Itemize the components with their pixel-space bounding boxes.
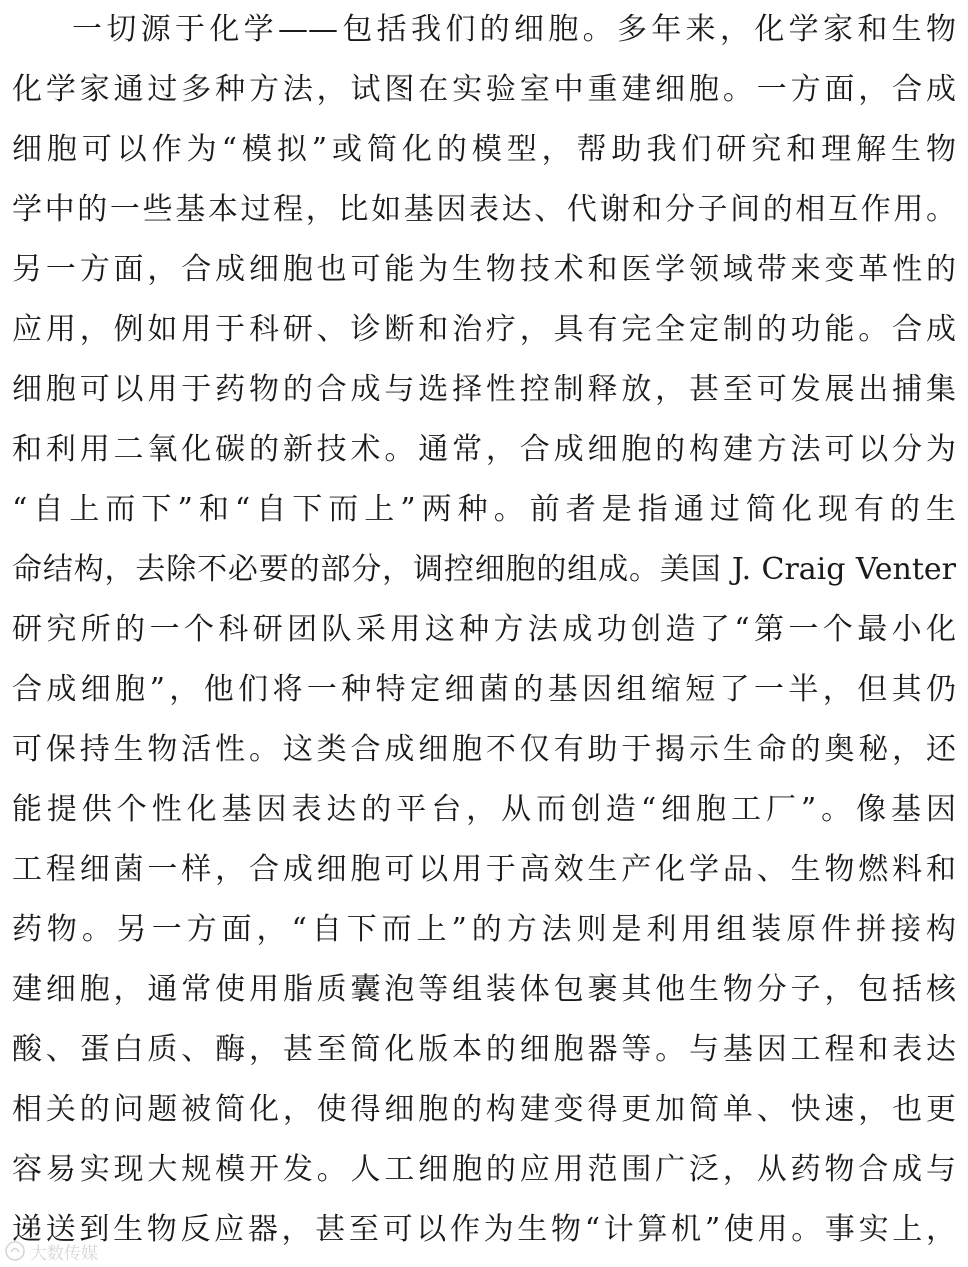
text-line: 容易实现大规模开发。人工细胞的应用范围广泛，从药物合成与	[12, 1152, 956, 1187]
text-line: 合成细胞”，他们将一种特定细菌的基因组缩短了一半，但其仍	[12, 672, 956, 707]
text-line: “自上而下”和“自下而上”两种。前者是指通过简化现有的生	[12, 492, 956, 527]
watermark	[4, 1238, 98, 1264]
text-line: 工程细菌一样，合成细胞可以用于高效生产化学品、生物燃料和	[12, 852, 956, 887]
text-line: 应用，例如用于科研、诊断和治疗，具有完全定制的功能。合成	[12, 312, 956, 347]
text-line: 建细胞，通常使用脂质囊泡等组装体包裹其他生物分子，包括核	[12, 972, 956, 1007]
watermark-logo-icon	[4, 1240, 26, 1262]
text-line: 命结构，去除不必要的部分，调控细胞的组成。美国 J. Craig Venter	[12, 552, 956, 587]
text-line: 细胞可以用于药物的合成与选择性控制释放，甚至可发展出捕集	[12, 372, 956, 407]
text-line: 相关的问题被简化，使得细胞的构建变得更加简单、快速，也更	[12, 1092, 956, 1127]
text-line: 递送到生物反应器，甚至可以作为生物“计算机”使用。事实上，	[12, 1212, 956, 1247]
watermark-text: 大数传媒	[30, 1243, 98, 1264]
text-line: 一切源于化学——包括我们的细胞。多年来，化学家和生物	[72, 12, 956, 47]
text-line: 酸、蛋白质、酶，甚至简化版本的细胞器等。与基因工程和表达	[12, 1032, 956, 1067]
text-line: 药物。另一方面，“自下而上”的方法则是利用组装原件拼接构	[12, 912, 956, 947]
text-line: 学中的一些基本过程，比如基因表达、代谢和分子间的相互作用。	[12, 192, 956, 227]
text-line: 研究所的一个科研团队采用这种方法成功创造了“第一个最小化	[12, 612, 956, 647]
text-line: 可保持生物活性。这类合成细胞不仅有助于揭示生命的奥秘，还	[12, 732, 956, 767]
text-line: 另一方面，合成细胞也可能为生物技术和医学领域带来变革性的	[12, 252, 956, 287]
text-line: 细胞可以作为“模拟”或简化的模型，帮助我们研究和理解生物	[12, 132, 956, 167]
text-line: 化学家通过多种方法，试图在实验室中重建细胞。一方面，合成	[12, 72, 956, 107]
text-line: 和利用二氧化碳的新技术。通常，合成细胞的构建方法可以分为	[12, 432, 956, 467]
text-line: 能提供个性化基因表达的平台，从而创造“细胞工厂”。像基因	[12, 792, 956, 827]
